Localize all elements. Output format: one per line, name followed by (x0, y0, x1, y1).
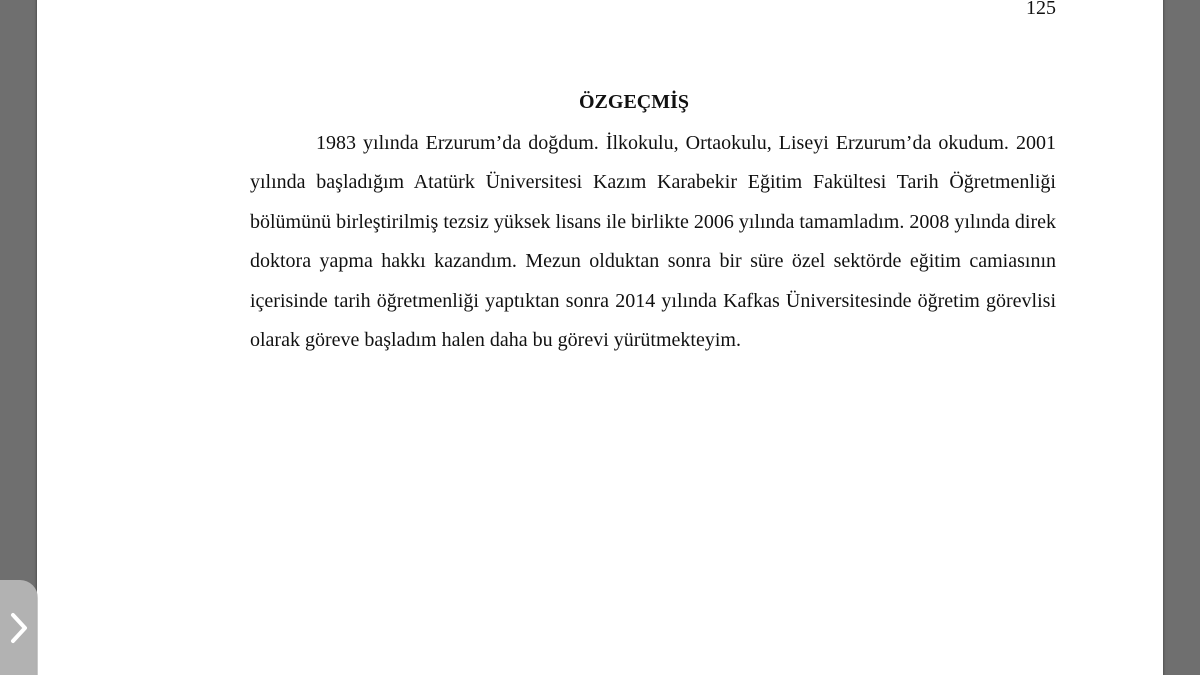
chevron-right-icon (9, 611, 29, 645)
page-number: 125 (1026, 0, 1056, 19)
document-page (37, 0, 1163, 675)
biography-paragraph: 1983 yılında Erzurum’da doğdum. İlkokulu, Ortaokulu, Liseyi Erzurum’da okudum. 2001 yılında başladığım Atatürk Üniversitesi Kazım Karabekir Eğitim Fakültesi Tarih Öğretmenliği bölümünü birleştirilmiş tezsiz yüksek lisans ile birlikte 2006 yılında tamamladım. 2008 yılında direk doktora yapma hakkı kazandım. Mezun olduktan sonra bir süre özel sektörde eğitim camiasının içerisinde tarih öğretmenliği yaptıktan sonra 2014 yılında Kafkas Üniversitesinde öğretim görevlisi olarak göreve başladım halen daha bu görevi yürütmekteyim. (250, 132, 1056, 352)
page-heading: ÖZGEÇMİŞ (578, 91, 690, 113)
next-page-button[interactable] (0, 580, 38, 675)
